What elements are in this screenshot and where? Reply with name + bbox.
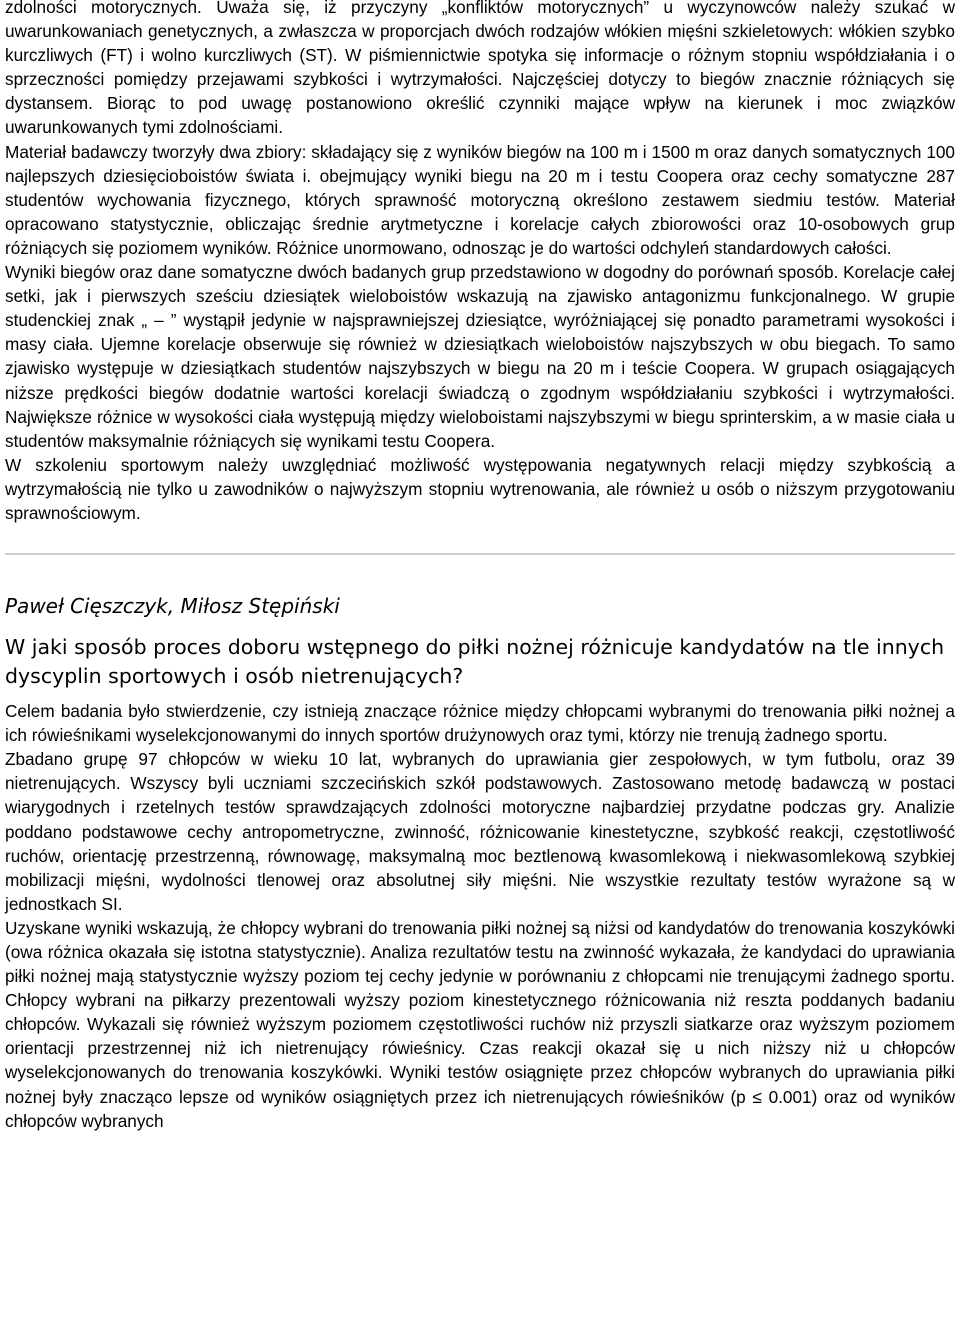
paragraph: zdolności motorycznych. Uważa się, iż przyczyny „konfliktów motorycznych” u wyczynowców należy szukać w uwarunkowaniach genetycznych, a zwłaszcza w proporcjach dwóch rodzajów włókien mięśni szkieletowych: włókien szybko kurczliwych (FT) i wolno kurczliwych (ST). W piśmiennictwie spotyka się informacje o różnym stopniu współdziałania i o sprzeczności pomiędzy przejawami szybkości i wytrzymałości. Najczęściej dotyczy to biegów znacznie różniących się dystansem. Biorąc to pod uwagę postanowiono określić czynniki mające wpływ na kierunek i moc związków uwarunkowanych tymi zdolnościami. (5, 0, 955, 138)
section-divider (5, 553, 955, 555)
paragraph: Uzyskane wyniki wskazują, że chłopcy wybrani do trenowania piłki nożnej są niżsi od kandydatów do trenowania koszykówki (owa różnica okazała się istotna statystycznie). Analiza rezultatów testu na zwinność wykazała, że kandydaci do uprawiania piłki nożnej mają statystycznie wyższy poziom tej cechy jedynie w porównaniu z chłopcami nie trenującymi żadnego sportu. Chłopcy wybrani na piłkarzy prezentowali wyższy poziom kinestetycznego różnicowania niż reszta poddanych badaniu chłopców. Wykazali się również wyższym poziomem częstotliwości ruchów niż przyszli siatkarze oraz wyższym poziomem orientacji przestrzennej niż ich nietrenujący rówieśnicy. Czas reakcji okazał się u nich niższy niż u chłopców wyselekcjonowanych do trenowania koszykówki. Wyniki testów osiągnięte przez chłopców wybranych do uprawiania piłki nożnej były znacząco lepsze od wyników osiągniętych przez ich nietrenujących rówieśników (p ≤ 0.001) oraz od wyników chłopców wybranych (5, 917, 955, 1131)
paragraph: Celem badania było stwierdzenie, czy istnieją znaczące różnice między chłopcami wybranymi do trenowania piłki nożnej a ich rówieśnikami wyselekcjonowanymi do innych sportów drużynowych oraz tymi, którzy nie trenują żadnego sportu. (5, 701, 955, 746)
paragraph: W szkoleniu sportowym należy uwzględniać możliwość występowania negatywnych relacji między szybkością a wytrzymałością nie tylko u zawodników o najwyższym stopniu wytrenowania, ale również u osób o niższym przygotowaniu sprawnościowym. (5, 454, 955, 523)
paragraph: Materiał badawczy tworzyły dwa zbiory: składający się z wyników biegów na 100 m i 1500 m oraz danych somatycznych 100 najlepszych dziesięcioboistów świata i. obejmujący wyniki biegu na 20 m i testu Coopera oraz cechy somatyczne 287 studentów wychowania fizycznego, których sprawność motoryczną określono zestawem siedmiu testów. Materiał opracowano statystycznie, obliczając średnie arytmetyczne i korelacje całych zbiorowości oraz 10-osobowych grup różniących się poziomem wyników. Różnice unormowano, odnosząc je do wartości odchyleń standardowych całości. (5, 141, 955, 258)
paragraph: Zbadano grupę 97 chłopców w wieku 10 lat, wybranych do uprawiania gier zespołowych, w tym futbolu, oraz 39 nietrenujących. Wszyscy byli uczniami szczecińskich szkół podstawowych. Zastosowano metodę badawczą w postaci wiarygodnych i rzetelnych testów sprawdzających zdolności motoryczne najbardziej przydatne podczas gry. Analizie poddano podstawowe cechy antropometryczne, zwinność, różnicowanie kinestetyczne, szybkość reakcji, częstotliwość ruchów, orientację przestrzenną, równowagę, maksymalną moc beztlenową kwasomlekową i niekwasomlekową szybkiej mobilizacji mięśni, wydolności tlenowej oraz absolutnej siły mięśni. Nie wszystkie rezultaty testów wyrażone są w jednostkach SI. (5, 749, 955, 914)
article-title: W jaki sposób proces doboru wstępnego do piłki nożnej różnicuje kandydatów na tle innych dyscyplin sportowych i osób nietrenujących? (5, 635, 945, 689)
paragraph: Wyniki biegów oraz dane somatyczne dwóch badanych grup przedstawiono w dogodny do porównań sposób. Korelacje całej setki, jak i pierwszych sześciu dziesiątek wieloboistów wskazują na zjawisko antagonizmu funkcjonalnego. W grupie studenckiej znak „ – ” wystąpił jedynie w najsprawniejszej dziesiątce, wyróżniającej się ponadto parametrami wysokości i masy ciała. Ujemne korelacje obserwuje się również w dziesiątkach wieloboistów najszybszych w obu biegach. To samo zjawisko występuje w dziesiątkach studentów najszybszych w biegu na 20 m i teście Coopera. W grupach osiągających niższe prędkości biegów dodatnie wartości korelacji świadczą o zgodnym współdziałaniu szybkości i wytrzymałości. Największe różnice w wysokości ciała występują między wieloboistami najszybszymi w biegu sprinterskim, a w masie ciała u studentów maksymalnie różniących się wynikami testu Coopera. (5, 262, 955, 451)
article-text (5, 699, 955, 1133)
article-authors: Paweł Cięszczyk, Miłosz Stępiński (5, 594, 340, 619)
document-page (5, 0, 955, 1133)
previous-article-text (5, 0, 955, 525)
